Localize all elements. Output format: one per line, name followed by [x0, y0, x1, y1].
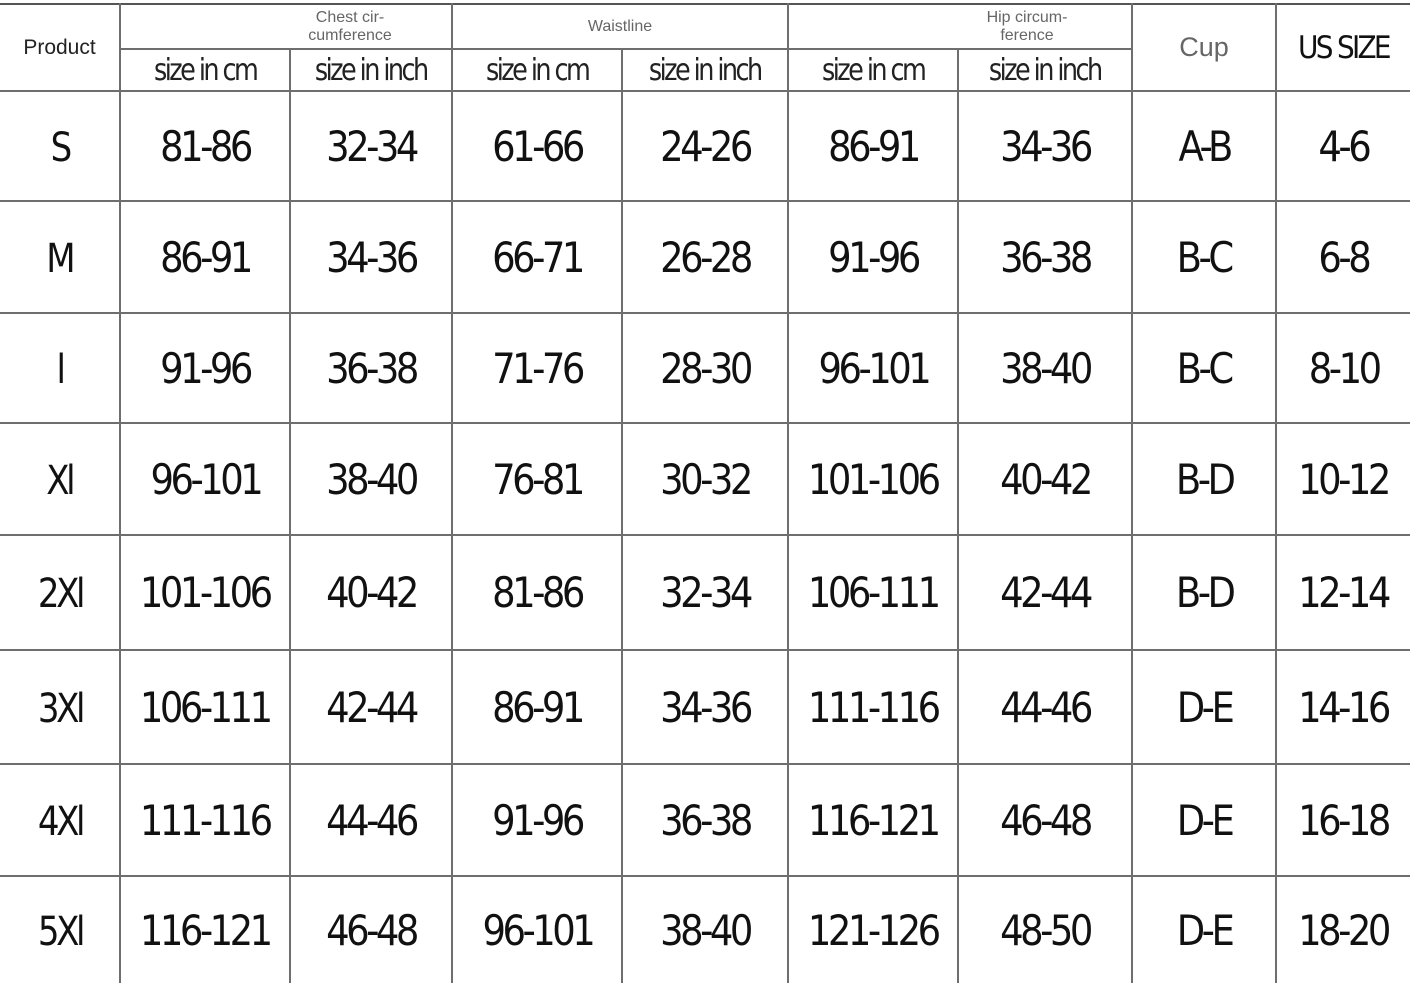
cell-hip-cm [788, 876, 958, 983]
cell-product [0, 423, 120, 535]
cell-waist-inch [622, 535, 788, 650]
cell-hip-inch [958, 313, 1132, 423]
cell-product [0, 764, 120, 876]
cell-value: 42-44 [1000, 568, 1090, 617]
cell-hip-inch [958, 201, 1132, 313]
cell-chest-cm [120, 201, 290, 313]
cell-value: 4Xl [37, 798, 82, 845]
cell-us [1276, 650, 1410, 764]
cell-value: 76-81 [492, 454, 582, 504]
cell-value: 42-44 [326, 682, 416, 732]
cell-value: 30-32 [660, 454, 750, 504]
cell-waist-cm [452, 650, 622, 764]
cell-value: 5Xl [37, 908, 82, 955]
cell-value: 2Xl [37, 571, 82, 617]
cell-cup [1132, 91, 1276, 201]
cell-value: 34-36 [660, 682, 750, 732]
cell-value: B-D [1175, 568, 1233, 617]
cell-value: 44-46 [1000, 682, 1090, 732]
cell-us [1276, 764, 1410, 876]
cell-value: 28-30 [660, 343, 750, 393]
table-body [0, 91, 1410, 983]
cell-chest-cm [120, 535, 290, 650]
cell-value: 101-106 [140, 568, 270, 617]
cell-waist-cm [452, 201, 622, 313]
cell-value: 81-86 [160, 121, 250, 171]
chest-header-label: Chest cir- cumference [308, 8, 392, 44]
cell-waist-inch [622, 876, 788, 983]
cell-value: 36-38 [660, 795, 750, 845]
table-row [0, 535, 1410, 650]
cell-product [0, 91, 120, 201]
cell-chest-cm [120, 764, 290, 876]
cell-value: 40-42 [326, 568, 416, 617]
waist-cm-subheader [452, 49, 622, 91]
cell-hip-inch [958, 764, 1132, 876]
cell-chest-inch [290, 764, 452, 876]
cell-hip-cm [788, 91, 958, 201]
table-header [0, 4, 1410, 91]
cell-value: 40-42 [1000, 454, 1090, 504]
waist-inch-subheader-label: size in inch [649, 52, 761, 88]
cell-value: 81-86 [492, 568, 582, 617]
cell-product [0, 535, 120, 650]
cell-value: 61-66 [492, 121, 582, 171]
cell-value: 101-106 [808, 454, 938, 504]
cell-us [1276, 423, 1410, 535]
cell-value: 8-10 [1308, 343, 1379, 393]
cell-value: 16-18 [1298, 795, 1389, 845]
cell-value: 34-36 [326, 232, 416, 282]
cell-us [1276, 876, 1410, 983]
table-row [0, 650, 1410, 764]
cell-waist-cm [452, 764, 622, 876]
cell-hip-inch [958, 650, 1132, 764]
cell-hip-cm [788, 423, 958, 535]
cell-value: 96-101 [482, 905, 592, 955]
cell-chest-inch [290, 650, 452, 764]
chest-inch-subheader [290, 49, 452, 91]
cell-hip-inch [958, 876, 1132, 983]
cell-waist-inch [622, 423, 788, 535]
table-row [0, 764, 1410, 876]
cell-value: 111-116 [140, 795, 270, 845]
cell-value: 44-46 [326, 795, 416, 845]
cell-value: 26-28 [660, 232, 750, 282]
hip-column-group-header [788, 4, 1132, 49]
cell-cup [1132, 535, 1276, 650]
cell-value: 111-116 [808, 682, 938, 732]
cell-us [1276, 91, 1410, 201]
chest-cm-subheader [120, 49, 290, 91]
cell-hip-cm [788, 313, 958, 423]
cell-value: 91-96 [160, 343, 250, 393]
cell-value: 91-96 [828, 232, 918, 282]
cell-value: S [50, 124, 69, 171]
waist-cm-subheader-label: size in cm [485, 52, 589, 88]
cell-cup [1132, 764, 1276, 876]
cell-product [0, 650, 120, 764]
waist-header-label: Waistline [587, 17, 653, 35]
hip-inch-subheader-label: size in inch [989, 52, 1101, 88]
cell-chest-cm [120, 313, 290, 423]
cell-chest-inch [290, 423, 452, 535]
cell-value: 24-26 [660, 121, 750, 171]
cell-value: 121-126 [808, 905, 938, 955]
cell-chest-inch [290, 91, 452, 201]
cell-value: 32-34 [660, 568, 750, 617]
cell-value: 96-101 [150, 454, 260, 504]
cell-us [1276, 201, 1410, 313]
chest-cm-subheader-label: size in cm [153, 52, 257, 88]
cell-product [0, 313, 120, 423]
hip-cm-subheader [788, 49, 958, 91]
cell-value: 116-121 [808, 795, 938, 845]
cell-value: l [56, 346, 63, 393]
cell-value: 18-20 [1298, 905, 1389, 955]
cup-column-header: Cup [1132, 4, 1276, 91]
cell-value: 6-8 [1318, 232, 1369, 282]
table-row [0, 91, 1410, 201]
cell-value: D-E [1176, 682, 1232, 732]
cell-value: 38-40 [1000, 343, 1090, 393]
cell-chest-inch [290, 535, 452, 650]
size-chart-table [0, 3, 1410, 983]
table-row [0, 876, 1410, 983]
cell-value: Xl [46, 457, 73, 504]
cell-value: A-B [1178, 121, 1230, 171]
cell-value: M [46, 235, 73, 282]
cell-value: 86-91 [828, 121, 918, 171]
cell-hip-inch [958, 91, 1132, 201]
cell-waist-cm [452, 535, 622, 650]
cell-value: 86-91 [160, 232, 250, 282]
cell-value: 106-111 [140, 682, 270, 732]
cell-value: 14-16 [1298, 682, 1389, 732]
cell-product [0, 876, 120, 983]
cell-value: B-C [1177, 232, 1231, 282]
cell-value: 106-111 [808, 568, 938, 617]
table-row [0, 201, 1410, 313]
cell-value: 36-38 [1000, 232, 1090, 282]
table-row [0, 423, 1410, 535]
cell-value: 10-12 [1298, 454, 1389, 504]
cell-waist-cm [452, 423, 622, 535]
cell-cup [1132, 423, 1276, 535]
cell-waist-inch [622, 650, 788, 764]
hip-cm-subheader-label: size in cm [821, 52, 925, 88]
hip-header-label: Hip circum- ference [986, 8, 1068, 44]
cell-value: 46-48 [326, 905, 416, 955]
cell-value: 71-76 [492, 343, 582, 393]
cell-value: 91-96 [492, 795, 582, 845]
waist-column-group-header [452, 4, 788, 49]
cell-hip-cm [788, 650, 958, 764]
cell-chest-cm [120, 423, 290, 535]
cell-us [1276, 313, 1410, 423]
cell-value: B-C [1177, 343, 1231, 393]
chest-inch-subheader-label: size in inch [315, 52, 427, 88]
cell-hip-cm [788, 201, 958, 313]
cell-value: 86-91 [492, 682, 582, 732]
cell-chest-inch [290, 876, 452, 983]
cell-waist-inch [622, 764, 788, 876]
chest-column-group-header [120, 4, 452, 49]
cell-value: 96-101 [818, 343, 928, 393]
cell-value: 66-71 [492, 232, 582, 282]
product-column-header: Product [0, 4, 120, 91]
cell-chest-cm [120, 91, 290, 201]
cell-cup [1132, 313, 1276, 423]
cell-value: 4-6 [1318, 121, 1369, 171]
us-size-column-header: US SIZE [1283, 4, 1404, 91]
cell-chest-inch [290, 313, 452, 423]
cell-us [1276, 535, 1410, 650]
cell-product [0, 201, 120, 313]
cell-chest-inch [290, 201, 452, 313]
cell-value: 34-36 [1000, 121, 1090, 171]
cell-value: D-E [1176, 795, 1232, 845]
cell-value: 36-38 [326, 343, 416, 393]
cell-cup [1132, 650, 1276, 764]
cell-waist-cm [452, 91, 622, 201]
cell-cup [1132, 876, 1276, 983]
cell-waist-cm [452, 876, 622, 983]
header-row-groups [0, 4, 1410, 49]
cell-value: 48-50 [1000, 905, 1090, 955]
cell-value: B-D [1175, 454, 1233, 504]
cell-value: 12-14 [1298, 568, 1389, 617]
cell-hip-inch [958, 423, 1132, 535]
table-row [0, 313, 1410, 423]
cell-waist-inch [622, 91, 788, 201]
cell-value: 32-34 [326, 121, 416, 171]
waist-inch-subheader [622, 49, 788, 91]
cell-chest-cm [120, 650, 290, 764]
cell-value: 46-48 [1000, 795, 1090, 845]
hip-inch-subheader [958, 49, 1132, 91]
cell-hip-cm [788, 535, 958, 650]
cell-hip-cm [788, 764, 958, 876]
cell-waist-inch [622, 201, 788, 313]
cell-value: 38-40 [660, 905, 750, 955]
cell-value: 38-40 [326, 454, 416, 504]
cell-chest-cm [120, 876, 290, 983]
cell-value: D-E [1176, 905, 1232, 955]
cell-cup [1132, 201, 1276, 313]
cell-value: 3Xl [37, 685, 82, 732]
cell-waist-cm [452, 313, 622, 423]
cell-hip-inch [958, 535, 1132, 650]
cell-waist-inch [622, 313, 788, 423]
cell-value: 116-121 [140, 905, 270, 955]
